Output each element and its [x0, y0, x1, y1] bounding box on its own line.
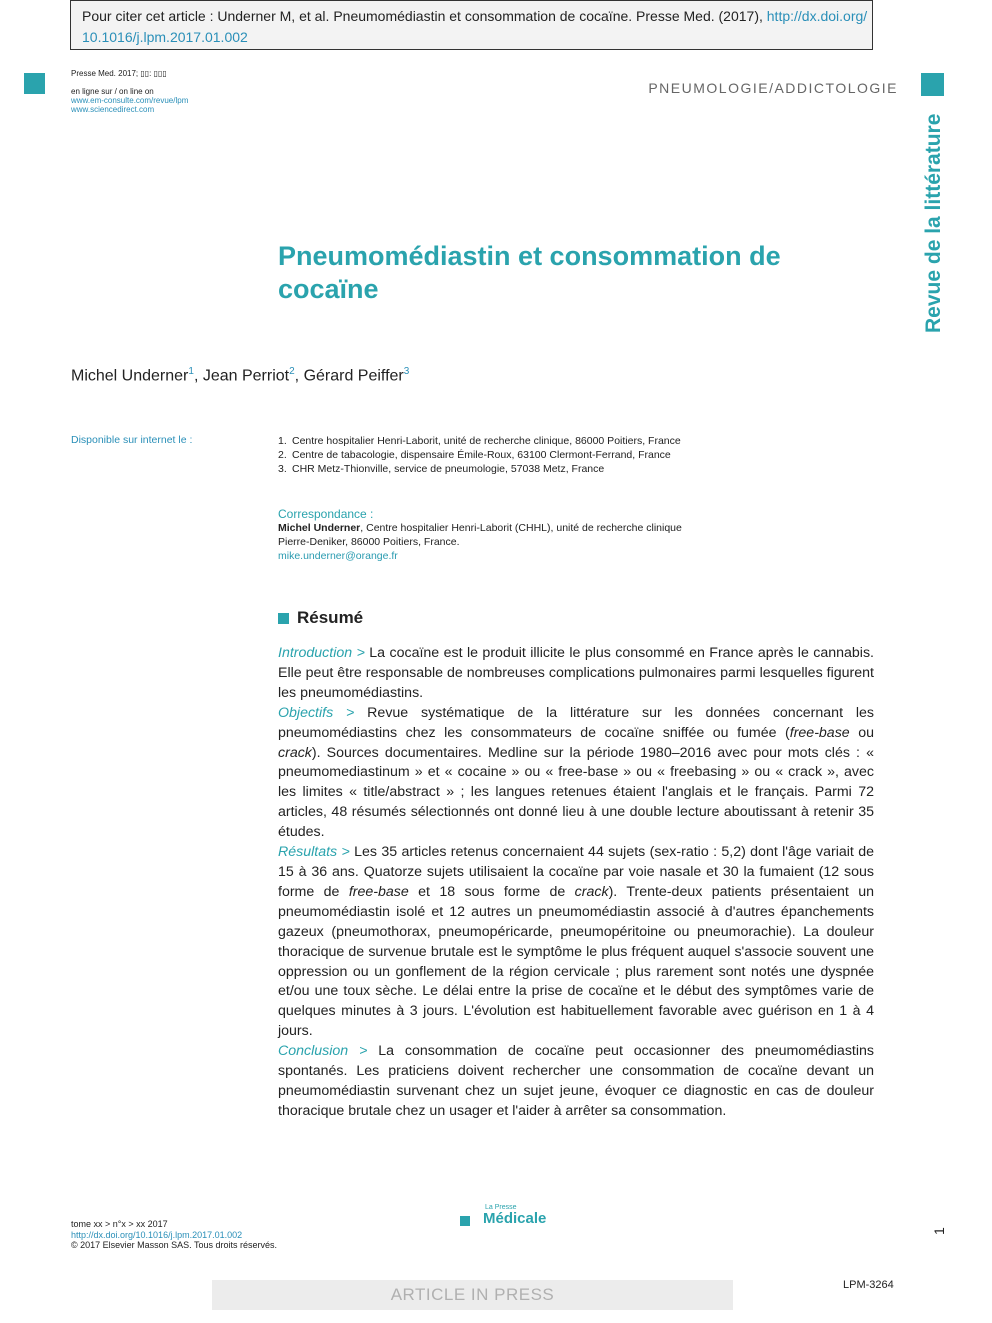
article-code: LPM-3264	[843, 1279, 894, 1291]
online-label: en ligne sur / on line on	[71, 87, 154, 96]
abstract-objectifs	[278, 704, 874, 843]
abstract-introduction	[278, 644, 874, 704]
citation-box	[70, 0, 873, 50]
abstract-conclusion	[278, 1042, 874, 1122]
accent-square-left	[24, 73, 45, 94]
correspondence-heading: Correspondance :	[278, 507, 374, 521]
article-in-press-banner: ARTICLE IN PRESS	[212, 1280, 733, 1310]
author-name: Jean Perriot	[202, 367, 290, 385]
resultats-text: Les 35 articles retenus concernaient 44 sujets (sex-ratio : 5,2) dont l'âge variait de 15 à 36 ans. Quatorze sujets utilisaient la cocaïne par voie nasale et 30 la fumaient (12 sous forme de	[278, 844, 874, 900]
author-separator: ,	[193, 367, 203, 385]
affiliation-item	[278, 448, 698, 462]
journal-logo	[460, 1204, 547, 1228]
logo-square-icon	[460, 1216, 470, 1226]
page-number-text: 1	[931, 1227, 947, 1235]
correspondence-name: Michel Underner	[278, 522, 361, 534]
author-name: Gérard Peiffer	[303, 367, 404, 385]
author-affiliation-ref[interactable]: 3	[403, 366, 410, 377]
journal-meta	[71, 69, 188, 114]
affiliation-number: 2.	[278, 449, 287, 461]
conclusion-text: La consommation de cocaïne peut occasionner des pneumomédiastins spontanés. Les praticiens doivent rechercher une consommation de cocaïne devant un pneumomédiastin survenant chez un sujet jeune, évoquer ce diagnostic en cas de douleur thoracique brutale chez un usager et l'aider à arrêter sa consommation.	[278, 1043, 874, 1119]
em-consulte-link[interactable]: www.em-consulte.com/revue/lpm	[71, 96, 189, 105]
resultats-em: free-base	[348, 883, 409, 900]
resultats-text: et 18 sous forme de	[408, 883, 575, 900]
introduction-text: La cocaïne est le produit illicite le plus consommé en France après le cannabis. Elle peut être responsable de nombreuses complications pulmonaires parmi lesquelles figurent les pneumomédiastins.	[278, 645, 874, 701]
section-label: PNEUMOLOGIE/ADDICTOLOGIE	[648, 80, 898, 96]
author-affiliation-ref[interactable]: 1	[188, 366, 194, 377]
accent-square-right	[921, 73, 944, 96]
citation-doi-link[interactable]: http://dx.doi.org/	[766, 8, 868, 24]
volume-info: tome xx > n°x > xx 2017	[71, 1219, 168, 1229]
affiliation-item	[278, 462, 698, 476]
author-list	[71, 366, 409, 385]
objectifs-text: Revue systématique de la littérature sur les données concernant les pneumomédiastins chez les consommateurs de cocaïne sniffée ou fumée (	[278, 704, 874, 741]
objectifs-text: ). Sources documentaires. Medline sur la période 1980–2016 avec pour mots clés : « pneumomediastinum » et « cocaine » ou « free-base » ou « freebasing » ou « crack », avec les limites « title/abstract » ; les langues retenues étaient l'anglais et le français. Parmi 72 articles, 48 résumés sélectionnés ont donné lieu à une double lecture aboutissant à retenir 35 études.	[278, 744, 874, 841]
section-label-introduction: Introduction >	[278, 645, 365, 661]
journal-ref: Presse Med. 2017; ▯▯: ▯▯▯	[71, 69, 167, 78]
objectifs-em: crack	[278, 744, 312, 761]
logo-small-text: La Presse	[485, 1204, 517, 1211]
affiliation-item	[278, 434, 698, 448]
objectifs-text: ou	[849, 724, 874, 741]
footer-doi-link[interactable]: http://dx.doi.org/10.1016/j.lpm.2017.01.002	[71, 1229, 243, 1240]
page-number	[930, 1221, 948, 1235]
section-label-objectifs: Objectifs >	[278, 704, 355, 721]
abstract-resultats	[278, 843, 874, 1042]
resume-heading-text: Résumé	[297, 608, 364, 627]
correspondence-email[interactable]: mike.underner@orange.fr	[278, 550, 398, 562]
correspondence	[278, 507, 698, 563]
logo-big-text: Médicale	[483, 1210, 547, 1227]
resume-heading	[278, 608, 363, 628]
affiliation-number: 1.	[278, 435, 287, 447]
vertical-section-label	[919, 113, 947, 333]
section-label-resultats: Résultats >	[278, 844, 350, 861]
affiliation-text: Centre hospitalier Henri-Laborit, unité de recherche clinique, 86000 Poitiers, France	[292, 435, 681, 447]
heading-square-icon	[278, 613, 289, 624]
correspondence-address-text: , Centre hospitalier Henri-Laborit (CHHL), unité de recherche clinique Pierre-Deniker, 86000 Poitiers, France.	[278, 522, 682, 548]
resultats-text: ). Trente-deux patients présentaient un pneumomédiastin isolé et 12 autres un pneumomédiastin associé à d'autres épanchements gazeux (pneumothorax, pneumopéricarde, pneumopéritoine ou pneumorachie). La douleur thoracique de survenue brutale est le symptôme le plus fréquent auquel s'associe souvent une oppression ou un gonflement de la région cervicale ; plus rarement sont notés une dyspnée et/ou une toux sèche. Le délai entre la prise de cocaïne et le début des symptômes varie de quelques minutes à 3 jours. L'évolution est habituellement favorable avec guérison en 1 à 4 jours.	[278, 883, 875, 1040]
correspondence-address	[278, 521, 698, 549]
logo-text	[483, 1204, 547, 1228]
sciencedirect-link[interactable]: www.sciencedirect.com	[71, 105, 155, 114]
objectifs-em: free-base	[789, 724, 850, 741]
citation-doi-link-2[interactable]: 10.1016/j.lpm.2017.01.002	[82, 29, 248, 45]
affiliations	[278, 434, 698, 476]
vertical-label-text: Revue de la littérature	[922, 113, 945, 333]
article-title: Pneumomédiastin et consommation de cocaïne	[278, 241, 781, 304]
footer-info	[71, 1219, 277, 1251]
available-online-label: Disponible sur internet le :	[71, 434, 193, 446]
copyright: © 2017 Elsevier Masson SAS. Tous droits réservés.	[71, 1240, 278, 1250]
abstract-body	[278, 644, 874, 1122]
author-name: Michel Underner	[71, 367, 189, 385]
affiliation-text: Centre de tabacologie, dispensaire Émile-Roux, 63100 Clermont-Ferrand, France	[292, 449, 671, 461]
resultats-em: crack	[574, 883, 609, 900]
citation-text: Pour citer cet article : Underner M, et al. Pneumomédiastin et consommation de cocaïne. Presse Med. (2017),	[82, 8, 763, 24]
affiliation-text: CHR Metz-Thionville, service de pneumologie, 57038 Metz, France	[292, 463, 605, 475]
section-label-conclusion: Conclusion >	[278, 1043, 368, 1060]
author-affiliation-ref[interactable]: 2	[289, 366, 295, 377]
affiliation-number: 3.	[278, 463, 287, 475]
author-separator: ,	[294, 367, 304, 385]
